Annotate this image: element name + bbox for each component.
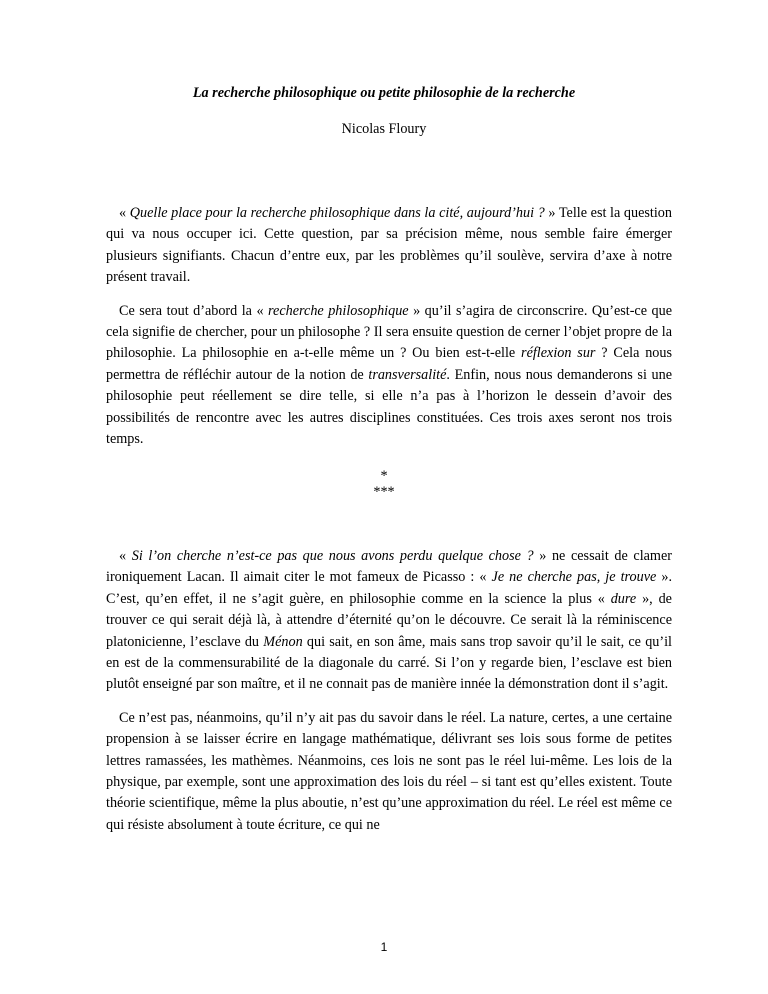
paragraph-3-text-c: ». C’est, qu’en effet, il ne s’agit guère, en philosophie comme en la science la plus « [106,569,672,607]
paragraph-3-emphasis-menon: Ménon [263,633,303,650]
paragraph-1-question-quote: Quelle place pour la recherche philosophique dans la cité, aujourd’hui ? [129,205,545,221]
paragraph-3-text-b: » ne cessait de clamer ironiquement Lacan. Il aimait citer le mot fameux de Picasso : « [106,548,672,586]
paragraph-1 [106,203,672,289]
document-author: Nicolas Floury [341,121,427,137]
paragraph-3 [106,546,672,696]
intro-text-block [106,203,672,450]
paragraph-2-text-a: Ce sera tout d’abord la « [119,302,269,319]
body-text-block [106,546,672,836]
separator-stars: *** [373,484,395,500]
paragraph-4 [106,708,672,836]
paragraph-3-text-a: « [119,548,132,564]
paragraph-2-emphasis-reflexion: réflexion sur [521,345,596,362]
paragraph-2-text-b: » qu’il s’agira de circonscrire. Qu’est-ce que cela signifie de chercher, pour un philosophe ? Il sera ensuite question de cerner l’objet propre de la philosophie. La philosophie en a-t-elle même un ? Ou bien est-t-elle [106,302,673,362]
paragraph-3-lacan-quote: Si l’on cherche n’est-ce pas que nous avons perdu quelque chose ? [131,548,534,564]
paragraph-2 [106,301,672,451]
paragraph-1-text: » Telle est la question qui va nous occuper ici. Cette question, par sa précision même, nous semble faire émerger plusieurs signifiants. Chacun d’entre eux, par les problèmes qu’il soulève, servira d’axe à notre présent travail. [106,205,672,286]
paragraph-3-emphasis-dure: dure [610,590,637,607]
paragraph-3-text-e: qui sait, en son âme, mais sans trop savoir qu’il le sait, ce qu’il en est de la commensurabilité de la diagonale du carré. Si l’on y regarde bien, l’esclave est bien plutôt enseigné par son maître, et il ne connait pas de manière innée la démonstration dont il s’agit. [106,633,672,693]
paragraph-2-text-c: ? Cela nous permettra de réfléchir autour de la notion de [106,345,672,383]
document-title: La recherche philosophique ou petite philosophie de la recherche [192,85,576,101]
separator-star: * [380,468,388,484]
paragraph-2-emphasis-transversalite: transversalité [368,366,447,383]
paragraph-2-text-d: . Enfin, nous nous demanderons si une philosophie peut réellement se dire telle, si elle n’a pas à l’horizon le dessein d’avoir des possibilités de rencontre avec les autres disciplines constituées. Ces trois axes seront nos trois temps. [106,366,673,448]
paragraph-4-text: Ce n’est pas, néanmoins, qu’il n’y ait pas du savoir dans le réel. La nature, certes, a une certaine propension à se laisser écrire en langage mathématique, délivrant ses lois sous forme de petites lettres ramassées, les mathèmes. Néanmoins, ces lois ne sont pas le réel lui-même. Les lois de la physique, par exemple, sont une approximation des lois du réel – si tant est qu’elles existent. Toute théorie scientifique, même la plus aboutie, n’est qu’une approximation du réel. Le réel est même ce qui résiste absolument à toute écriture, ce qui ne [106,709,672,833]
paragraph-2-emphasis-recherche: recherche philosophique [268,302,409,319]
paragraph-3-text-d: », de trouver ce qui serait déjà là, à attendre d’éternité qu’on le découvre. Ce serait là la réminiscence platonicienne, l’esclave du [106,590,672,650]
paragraph-1-open-quote: « [119,205,130,221]
paragraph-3-picasso-quote: Je ne cherche pas, je trouve [491,569,657,586]
page-number: 1 [380,940,388,954]
